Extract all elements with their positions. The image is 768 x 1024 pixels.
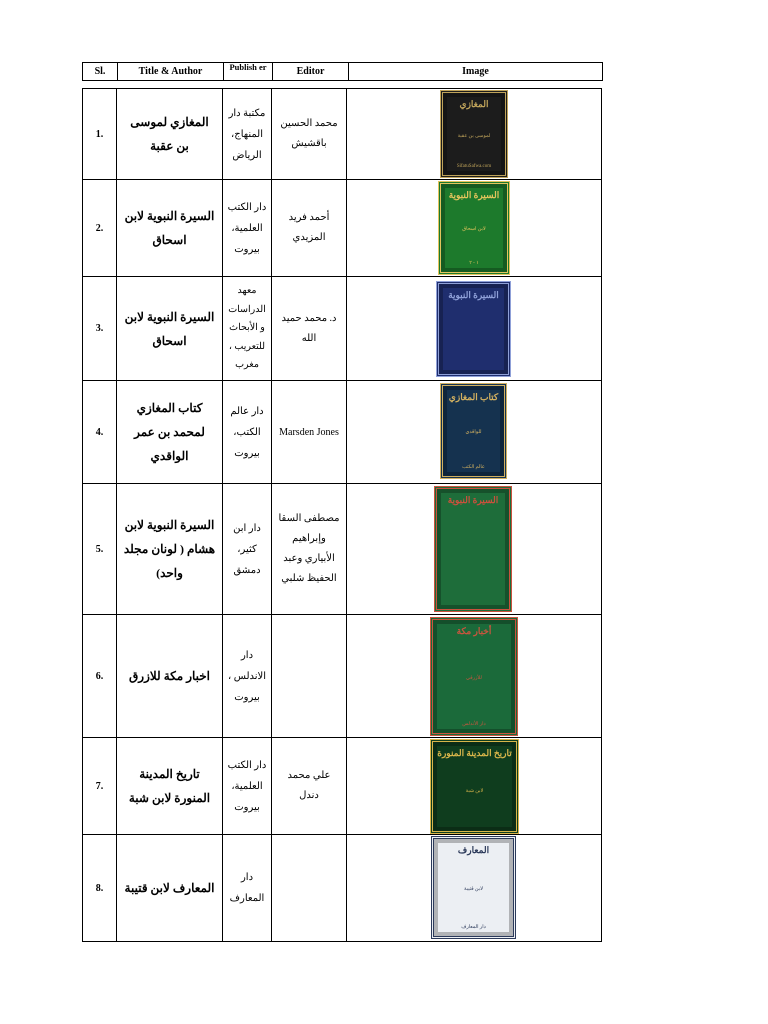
title-author-cell: اخبار مكة للازرق <box>117 615 223 737</box>
image-cell <box>347 835 601 941</box>
row-number: 8. <box>83 835 117 941</box>
header-editor: Editor <box>273 63 349 80</box>
header-title-author: Title & Author <box>118 63 224 80</box>
title-author-cell: المعارف لابن قتيبة <box>117 835 223 941</box>
table-row <box>83 615 601 738</box>
title-author-cell: السيرة النبوية لابن هشام ( لونان مجلد واحد) <box>117 484 223 614</box>
table-row <box>83 180 601 277</box>
editor-cell: أحمد فريد المزيدي <box>272 180 347 276</box>
title-author-cell: المغازي لموسى بن عقبة <box>117 89 223 179</box>
book-cover-image: المعارف لابن قتيبة دار المعارف <box>431 836 516 939</box>
editor-cell <box>272 615 347 737</box>
image-cell <box>347 277 601 380</box>
book-cover-image: كتاب المغازي للواقدي عالم الكتب <box>440 383 507 479</box>
title-author-cell: السيرة النبوية لابن اسحاق <box>117 180 223 276</box>
publisher-cell: دار الكتب العلمية، بيروت <box>223 180 272 276</box>
publisher-cell: دار الاندلس ، بيروت <box>223 615 272 737</box>
publisher-cell: دار المعارف <box>223 835 272 941</box>
books-table <box>82 88 602 942</box>
image-cell <box>347 89 601 179</box>
table-row <box>83 484 601 615</box>
book-cover-image: السيرة النبوية <box>436 281 511 377</box>
image-cell <box>347 180 601 276</box>
row-number: 7. <box>83 738 117 834</box>
book-cover-image: السيرة النبوية لابن اسحاق ١ - ٢ <box>438 181 510 275</box>
header-publisher: Publish er <box>224 63 273 80</box>
header-image: Image <box>462 66 489 77</box>
book-cover-image: أخبار مكة للأزرقي دار الأندلس <box>430 617 518 736</box>
row-number: 3. <box>83 277 117 380</box>
title-author-cell: تاريخ المدينة المنورة لابن شبة <box>117 738 223 834</box>
header-sl: Sl. <box>83 63 118 80</box>
image-cell <box>347 738 601 834</box>
title-author-cell: كتاب المغازي لمحمد بن عمر الواقدي <box>117 381 223 483</box>
editor-cell: Marsden Jones <box>272 381 347 483</box>
image-cell <box>347 381 601 483</box>
editor-cell: د. محمد حميد الله <box>272 277 347 380</box>
row-number: 4. <box>83 381 117 483</box>
editor-cell: علي محمد دندل <box>272 738 347 834</box>
editor-cell: محمد الحسين باقشيش <box>272 89 347 179</box>
table-row <box>83 277 601 381</box>
row-number: 6. <box>83 615 117 737</box>
table-row <box>83 381 601 484</box>
editor-cell <box>272 835 347 941</box>
table-row <box>83 835 601 941</box>
publisher-cell: مكتبة دار المنهاج، الرياض <box>223 89 272 179</box>
book-cover-image: السيرة النبوية <box>434 486 512 612</box>
image-cell <box>347 615 601 737</box>
book-cover-image: المغازي لموسى بن عقبة SifatuSafwa.com <box>440 90 508 178</box>
table-row <box>83 738 601 835</box>
publisher-cell: دار الكتب العلمية، بيروت <box>223 738 272 834</box>
row-number: 5. <box>83 484 117 614</box>
table-header <box>82 62 603 81</box>
table-row <box>83 89 601 180</box>
publisher-cell: معهد الدراسات و الأبحاث للتعريب ، مغرب <box>223 277 272 380</box>
title-author-cell: السيرة النبوية لابن اسحاق <box>117 277 223 380</box>
publisher-cell: دار ابن كثير، دمشق <box>223 484 272 614</box>
editor-cell: مصطفى السقا وإبراهيم الأبياري وعبد الحفيظ شلبي <box>272 484 347 614</box>
row-number: 1. <box>83 89 117 179</box>
publisher-cell: دار عالم الكتب، بيروت <box>223 381 272 483</box>
row-number: 2. <box>83 180 117 276</box>
image-cell <box>347 484 601 614</box>
book-cover-image: تاريخ المدينة المنورة لابن شبة <box>430 739 519 834</box>
